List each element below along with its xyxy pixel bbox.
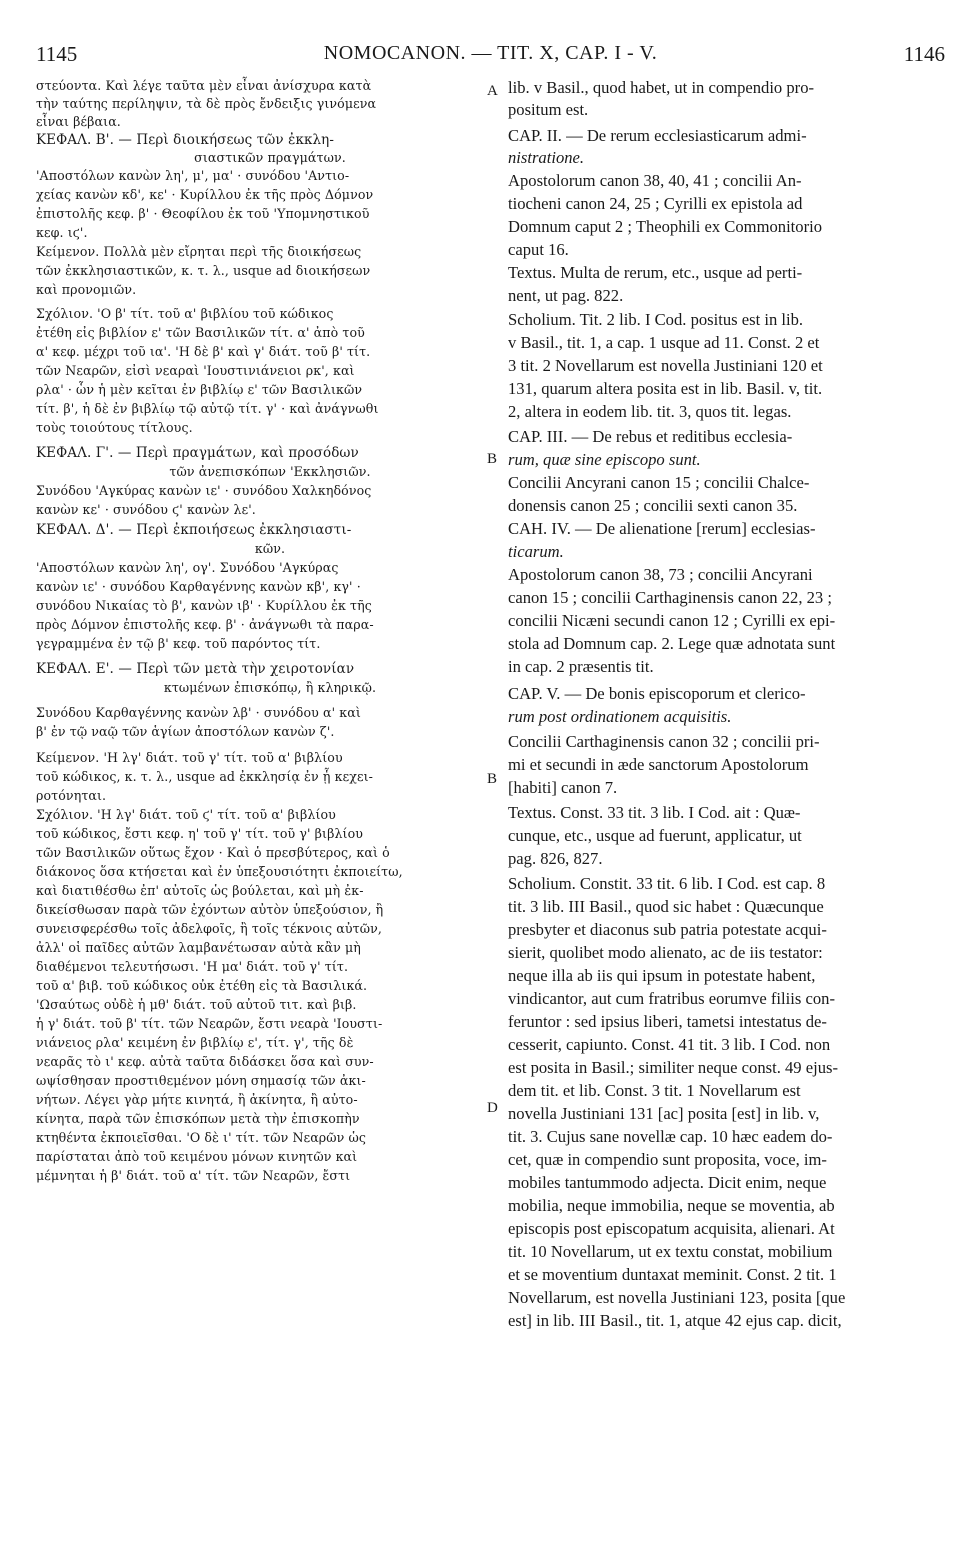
latin-line: presbyter et diaconus sub patria potestate acqui-	[508, 920, 827, 939]
latin-line: pag. 826, 827.	[508, 849, 603, 868]
latin-line: vindicantor, aut cum fratribus eorumve filiis con-	[508, 989, 835, 1008]
greek-line: τῶν Νεαρῶν, εἰσὶ νεαραὶ 'Ιουστινιάνειοι ρκ', καὶ	[36, 363, 355, 378]
greek-line: ΚΕΦΑΛ. Ε'. — Περὶ τῶν μετὰ τὴν χειροτονίαν	[36, 661, 355, 677]
latin-line: donensis canon 25 ; concilii sexti canon 35.	[508, 496, 798, 515]
latin-line: stola ad Domnum cap. 2. Lege quæ adnotata sunt	[508, 634, 836, 653]
latin-line: Novellarum, est novella Justiniani 123, posita [que	[508, 1288, 846, 1307]
greek-line: μέμνηται ἡ β' διάτ. τοῦ α' τίτ. τῶν Νεαρῶν, ἔστι	[36, 1168, 351, 1183]
greek-line: τῶν ἐκκλησιαστικῶν, κ. τ. λ., usque ad διοικήσεων	[36, 263, 371, 278]
greek-line: εἶναι βέβαια.	[36, 114, 121, 129]
greek-line: νεαρᾶς τὸ ι' κεφ. αὐτὰ ταῦτα διδάσκει ὅσα καὶ συν-	[36, 1054, 374, 1069]
latin-line: episcopis post episcopatum acquisita, alienari. At	[508, 1219, 835, 1238]
greek-line: α' κεφ. μέχρι τοῦ ια'. 'Η δὲ β' καὶ γ' διάτ. τοῦ β' τίτ.	[36, 344, 371, 359]
greek-line: ἀλλ' οἱ παῖδες αὐτῶν λαμβανέτωσαν αὐτὰ κἂν μὴ	[36, 940, 361, 955]
greek-line: κανὼν κε' · συνόδου ϛ' κανὼν λε'.	[36, 502, 256, 517]
greek-line: 'Αποστόλων κανὼν λη', ογ'. Συνόδου 'Αγκύρας	[36, 560, 339, 575]
greek-line: χείας κανὼν κδ', κε' · Κυρίλλου ἐκ τῆς πρὸς Δόμνον	[36, 187, 374, 202]
greek-line: ωψίσθησαν προστιθεμένον μόνη σημασίᾳ τῶν ἀκι-	[36, 1073, 366, 1088]
greek-line: σιαστικῶν πραγμάτων.	[194, 150, 346, 165]
latin-line: dem tit. et lib. Const. 3 tit. 1 Novellarum est	[508, 1081, 801, 1100]
greek-line: καὶ προνομιῶν.	[36, 282, 137, 297]
latin-line: CAP. V. — De bonis episcoporum et clerico-	[508, 684, 806, 703]
latin-line: 131, quarum altera posita est in lib. Basil. v, tit.	[508, 379, 823, 398]
greek-line: τοῦ κώδικος, ἔστι κεφ. η' τοῦ γ' τίτ. τοῦ γ' βιβλίου	[36, 826, 364, 841]
greek-line: συνεισφερέσθω τοῖς ἀδελφοῖς, ἢ τοῖς τέκνοις αὐτῶν,	[36, 921, 382, 936]
latin-line: Apostolorum canon 38, 40, 41 ; concilii An-	[508, 171, 802, 190]
latin-line: canon 15 ; concilii Carthaginensis canon 22, 23 ;	[508, 588, 832, 607]
greek-line: Συνόδου Καρθαγέννης κανὼν λβ' · συνόδου α' καὶ	[36, 705, 361, 720]
latin-line: ticarum.	[508, 542, 564, 561]
greek-line: τοῦ κώδικος, κ. τ. λ., usque ad ἐκκλησίᾳ ἐν ᾗ κεχει-	[36, 769, 373, 784]
greek-line: Κείμενον. 'Η λγ' διάτ. τοῦ γ' τίτ. τοῦ α' βιβλίου	[36, 750, 343, 765]
greek-line: νήτων. Λέγει γὰρ μήτε κινητά, ἢ ἀκίνητα, ἢ αὐτο-	[36, 1092, 358, 1107]
page-number-right: 1146	[903, 42, 945, 66]
latin-line: rum, quæ sine episcopo sunt.	[508, 450, 701, 469]
latin-line: Scholium. Constit. 33 tit. 6 lib. I Cod. est cap. 8	[508, 874, 826, 893]
latin-line: neque illa ab iis qui ipsum in potestate habent,	[508, 966, 816, 985]
latin-line: et se moventium duntaxat meminit. Const. 2 tit. 1	[508, 1265, 837, 1284]
latin-line: lib. v Basil., quod habet, ut in compendio pro-	[508, 78, 815, 97]
greek-line: κτωμένων ἐπισκόπῳ, ἢ κληρικῷ.	[163, 680, 377, 695]
greek-line: ροτόνηται.	[36, 788, 107, 803]
greek-line: στεύοντα. Καὶ λέγε ταῦτα μὲν εἶναι ἀνίσχυρα κατὰ	[36, 78, 372, 93]
greek-line: τοὺς τοιούτους τίτλους.	[36, 420, 193, 435]
greek-line: διάκονος ὅσα κτήσεται καὶ ἐν ὑπεξουσιότητι ἐκποιείτω,	[36, 864, 403, 879]
greek-line: πρὸς Δόμνον ἐπιστολῆς κεφ. β' · ἀνάγνωθι τὰ παρα-	[36, 617, 374, 632]
latin-line: tiocheni canon 24, 25 ; Cyrilli ex epistola ad	[508, 194, 803, 213]
latin-line: positum est.	[508, 100, 589, 119]
latin-line: caput 16.	[508, 240, 569, 259]
latin-line: Concilii Ancyrani canon 15 ; concilii Chalce-	[508, 473, 810, 492]
margin-marker-b: B	[487, 771, 498, 787]
latin-line: mobiles tantummodo adjecta. Dicit enim, neque	[508, 1173, 827, 1192]
greek-line: ΚΕΦΑΛ. Δ'. — Περὶ ἐκποιήσεως ἐκκλησιαστι-	[36, 522, 352, 538]
latin-line: 2, altera in eodem lib. tit. 3, quos tit. legas.	[508, 402, 792, 421]
greek-line: συνόδου Νικαίας τὸ β', κανὼν ιβ' · Κυρίλλου ἐκ τῆς	[36, 598, 372, 613]
greek-line: Κείμενον. Πολλὰ μὲν εἴρηται περὶ τῆς διοικήσεως	[36, 244, 362, 259]
latin-line: est] in lib. III Basil., tit. 1, atque 42 ejus cap. dicit,	[508, 1311, 842, 1330]
latin-line: Concilii Carthaginensis canon 32 ; concilii pri-	[508, 732, 820, 751]
greek-line: Συνόδου 'Αγκύρας κανὼν ιε' · συνόδου Χαλκηδόνος	[36, 483, 372, 498]
greek-line: ΚΕΦΑΛ. Β'. — Περὶ διοικήσεως τῶν ἐκκλη-	[36, 132, 335, 148]
latin-line: est posita in Basil.; similiter neque const. 49 ejus-	[508, 1058, 838, 1077]
latin-line: Scholium. Tit. 2 lib. I Cod. positus est in lib.	[508, 310, 804, 329]
latin-line: novella Justiniani 131 [ac] posita [est] in lib. v,	[508, 1104, 820, 1123]
greek-line: τὴν ταύτης περίληψιν, τὰ δὲ πρὸς ἔνδειξις γινόμενα	[36, 96, 377, 111]
latin-line: cet, quæ in compendio sunt proposita, voce, im-	[508, 1150, 827, 1169]
greek-line: β' ἐν τῷ ναῷ τῶν ἁγίων ἀποστόλων κανὼν ζ'.	[36, 724, 335, 739]
greek-line: κῶν.	[254, 541, 286, 556]
latin-line: tit. 3. Cujus sane novellæ cap. 10 hæc eadem do-	[508, 1127, 833, 1146]
latin-line: tit. 10 Novellarum, ut ex textu constat, mobilium	[508, 1242, 833, 1261]
greek-line: παρίσταται ἀπὸ τοῦ κειμένου μόνων κινητῶν καὶ	[36, 1149, 358, 1164]
page-number-left: 1145	[36, 42, 78, 66]
greek-line: ΚΕΦΑΛ. Γ'. — Περὶ πραγμάτων, καὶ προσόδων	[36, 445, 359, 461]
latin-line: feruntor : sed ipsius liberi, tametsi intestatus de-	[508, 1012, 827, 1031]
latin-line: CAP. II. — De rerum ecclesiasticarum admi-	[508, 126, 807, 145]
margin-marker-d: D	[487, 1100, 498, 1116]
latin-line: Textus. Multa de rerum, etc., usque ad perti-	[508, 263, 803, 282]
greek-line: τοῦ α' βιβ. τοῦ κώδικος οὐκ ἐτέθη εἰς τὰ Βασιλικά.	[36, 978, 368, 993]
greek-line: 'Αποστόλων κανὼν λη', μ', μα' · συνόδου 'Αντιο-	[36, 168, 350, 183]
latin-line: CAP. III. — De rebus et reditibus ecclesia-	[508, 427, 793, 446]
latin-line: in cap. 2 præsentis tit.	[508, 657, 654, 676]
latin-line: sierit, quolibet modo alienato, ac de iis testator:	[508, 943, 823, 962]
page-header	[36, 42, 945, 72]
latin-line: Domnum caput 2 ; Theophili ex Commonitorio	[508, 217, 823, 236]
greek-line: Σχόλιον. 'Ο β' τίτ. τοῦ α' βιβλίου τοῦ κώδικος	[36, 306, 334, 321]
latin-line: Textus. Const. 33 tit. 3 lib. I Cod. ait : Quæ-	[508, 803, 801, 822]
greek-line: τῶν ἀνεπισκόπων 'Εκκλησιῶν.	[169, 464, 371, 479]
latin-line: v Basil., tit. 1, a cap. 1 usque ad 11. Const. 2 et	[508, 333, 820, 352]
greek-line: γεγραμμένα ἐν τῷ β' κεφ. τοῦ παρόντος τίτ.	[36, 636, 321, 651]
running-title: NOMOCANON. — TIT. X, CAP. I - V.	[323, 42, 658, 64]
latin-line: nent, ut pag. 822.	[508, 286, 624, 305]
greek-line: δικείσθωσαν παρὰ τῶν ἐχόντων αὐτὸν ὑπεξούσιον, ἢ	[36, 902, 384, 917]
greek-line: καὶ διατιθέσθω ἐπ' αὐτοῖς ὡς βούλεται, καὶ μὴ ἐκ-	[36, 883, 364, 898]
latin-line: [habiti] canon 7.	[508, 778, 618, 797]
latin-line: 3 tit. 2 Novellarum est novella Justiniani 120 et	[508, 356, 823, 375]
greek-line: διαθέμενοι τελευτήσωσι. 'Η μα' διάτ. τοῦ γ' τίτ.	[36, 959, 349, 974]
latin-line: rum post ordinationem acquisitis.	[508, 707, 732, 726]
latin-line: Apostolorum canon 38, 73 ; concilii Ancyrani	[508, 565, 813, 584]
greek-line: 'Ωσαύτως οὐδὲ ἡ μθ' διάτ. τοῦ αὐτοῦ τιτ. καὶ βιβ.	[36, 997, 357, 1012]
greek-line: ρλα' · ὧν ἡ μὲν κεῖται ἐν βιβλίῳ ε' τῶν Βασιλικῶν	[36, 382, 363, 397]
greek-line: κίνητα, παρὰ τῶν ἐπισκόπων μετὰ τὴν ἐπισκοπὴν	[36, 1111, 360, 1126]
greek-line: ἡ γ' διάτ. τοῦ β' τίτ. τῶν Νεαρῶν, ἔστι νεαρὰ 'Ιουστι-	[36, 1016, 383, 1031]
greek-line: νιάνειος ρλα' κειμένη ἐν βιβλίῳ ε', τίτ. γ', τῆς δὲ	[36, 1035, 354, 1050]
greek-line: κεφ. ιϛ'.	[36, 225, 88, 240]
latin-line: concilii Nicæni secundi canon 12 ; Cyrilli ex epi-	[508, 611, 836, 630]
margin-marker-b: B	[487, 451, 498, 467]
greek-line: Σχόλιον. 'Η λγ' διάτ. τοῦ ϛ' τίτ. τοῦ α' βιβλίου	[36, 807, 336, 822]
greek-line: τίτ. β', ἡ δὲ ἐν βιβλίῳ τῷ αὐτῷ τίτ. γ' · καὶ ἀνάγνωθι	[36, 401, 379, 416]
latin-line: mobilia, neque immobilia, neque se moventia, ab	[508, 1196, 835, 1215]
greek-line: ἐτέθη εἰς βιβλίον ε' τῶν Βασιλικῶν τίτ. α' ἀπὸ τοῦ	[36, 325, 365, 340]
latin-line: cesserit, capiunto. Const. 41 tit. 3 lib. I Cod. non	[508, 1035, 831, 1054]
greek-line: κανὼν ιε' · συνόδου Καρθαγέννης κανὼν κβ', κγ' ·	[36, 579, 361, 594]
latin-line: cunque, etc., usque ad fuerunt, applicatur, ut	[508, 826, 802, 845]
latin-line: mi et secundi in æde sanctorum Apostolorum	[508, 755, 809, 774]
latin-line: CAH. IV. — De alienatione [rerum] ecclesias-	[508, 519, 816, 538]
margin-marker-a: A	[487, 83, 498, 99]
greek-line: τῶν Βασιλικῶν οὕτως ἔχον · Καὶ ὁ πρεσβύτερος, καὶ ὁ	[36, 845, 390, 860]
greek-line: κτηθέντα ἐκποιεῖσθαι. 'Ο δὲ ι' τίτ. τῶν Νεαρῶν ὡς	[36, 1130, 367, 1145]
latin-line: nistratione.	[508, 148, 585, 167]
latin-line: tit. 3 lib. III Basil., quod sic habet : Quæcunque	[508, 897, 824, 916]
greek-line: ἐπιστολῆς κεφ. β' · Θεοφίλου ἐκ τοῦ 'Υπομνηστικοῦ	[36, 206, 370, 221]
